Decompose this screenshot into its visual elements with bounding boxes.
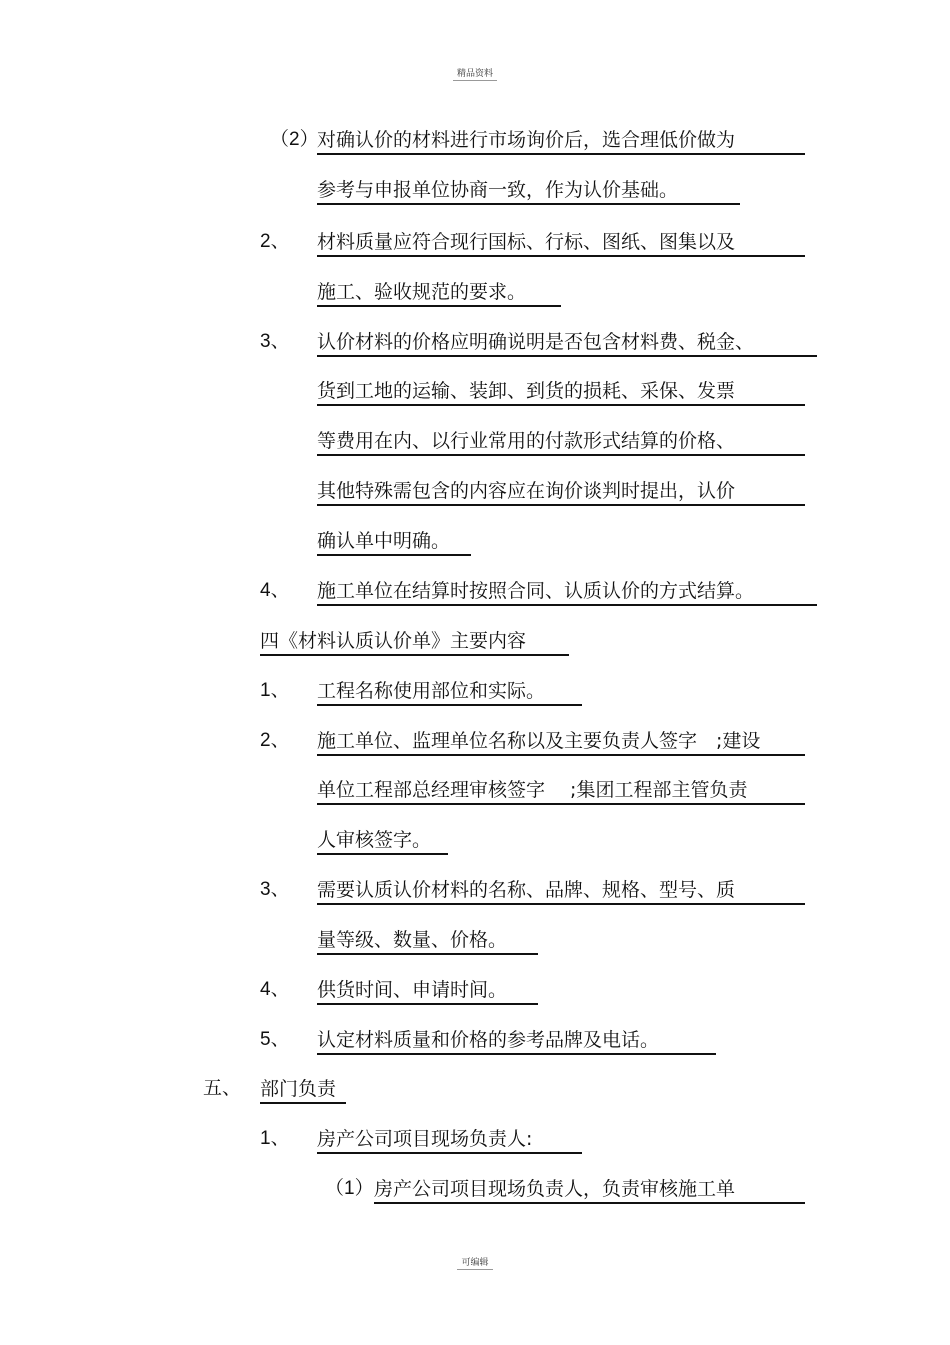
item-marker: （2） xyxy=(270,129,319,150)
item-marker: 3、 xyxy=(260,331,290,352)
text-line: 供货时间、申请时间。 xyxy=(317,978,538,1005)
text-line: 施工、验收规范的要求。 xyxy=(317,280,561,307)
item-marker: 4、 xyxy=(260,580,290,601)
item-marker: 1、 xyxy=(260,1128,290,1149)
text-line: 等费用在内、以行业常用的付款形式结算的价格、 xyxy=(317,429,805,456)
page-footer: 可编辑 xyxy=(0,1255,950,1270)
text-line: 认定材料质量和价格的参考品牌及电话。 xyxy=(317,1028,716,1055)
item-marker: 3、 xyxy=(260,879,290,900)
text-line: 确认单中明确。 xyxy=(317,529,471,556)
text-line: 施工单位、监理单位名称以及主要负责人签字 ;建设 xyxy=(317,729,805,756)
item-marker: 4、 xyxy=(260,979,290,1000)
text-line: 参考与申报单位协商一致，作为认价基础。 xyxy=(317,178,740,205)
item-marker: 5、 xyxy=(260,1029,290,1050)
section-marker: 五、 xyxy=(203,1078,242,1099)
text-line: 其他特殊需包含的内容应在询价谈判时提出，认价 xyxy=(317,479,805,506)
text-line: 房产公司项目现场负责人，负责审核施工单 xyxy=(374,1177,805,1204)
text-line: 货到工地的运输、装卸、到货的损耗、采保、发票 xyxy=(317,379,805,406)
text-line: 单位工程部总经理审核签字 ;集团工程部主管负责 xyxy=(317,778,805,805)
text-line: 需要认质认价材料的名称、品牌、规格、型号、质 xyxy=(317,878,805,905)
section-heading: 部门负责 xyxy=(260,1077,346,1104)
text-line: 认价材料的价格应明确说明是否包含材料费、税金、 xyxy=(317,330,817,357)
text-line: 房产公司项目现场负责人: xyxy=(317,1127,582,1154)
text-line: 量等级、数量、价格。 xyxy=(317,928,538,955)
item-marker: （1） xyxy=(325,1178,374,1199)
text-line: 人审核签字。 xyxy=(317,828,448,855)
item-marker: 2、 xyxy=(260,730,290,751)
item-marker: 1、 xyxy=(260,680,290,701)
text-line: 工程名称使用部位和实际。 xyxy=(317,679,582,706)
item-marker: 2、 xyxy=(260,231,290,252)
text-line: 对确认价的材料进行市场询价后，选合理低价做为 xyxy=(317,128,805,155)
section-heading: 四《材料认质认价单》主要内容 xyxy=(260,629,569,656)
text-line: 材料质量应符合现行国标、行标、图纸、图集以及 xyxy=(317,230,805,257)
page-header: 精品资料 xyxy=(0,66,950,81)
text-line: 施工单位在结算时按照合同、认质认价的方式结算。 xyxy=(317,579,817,606)
